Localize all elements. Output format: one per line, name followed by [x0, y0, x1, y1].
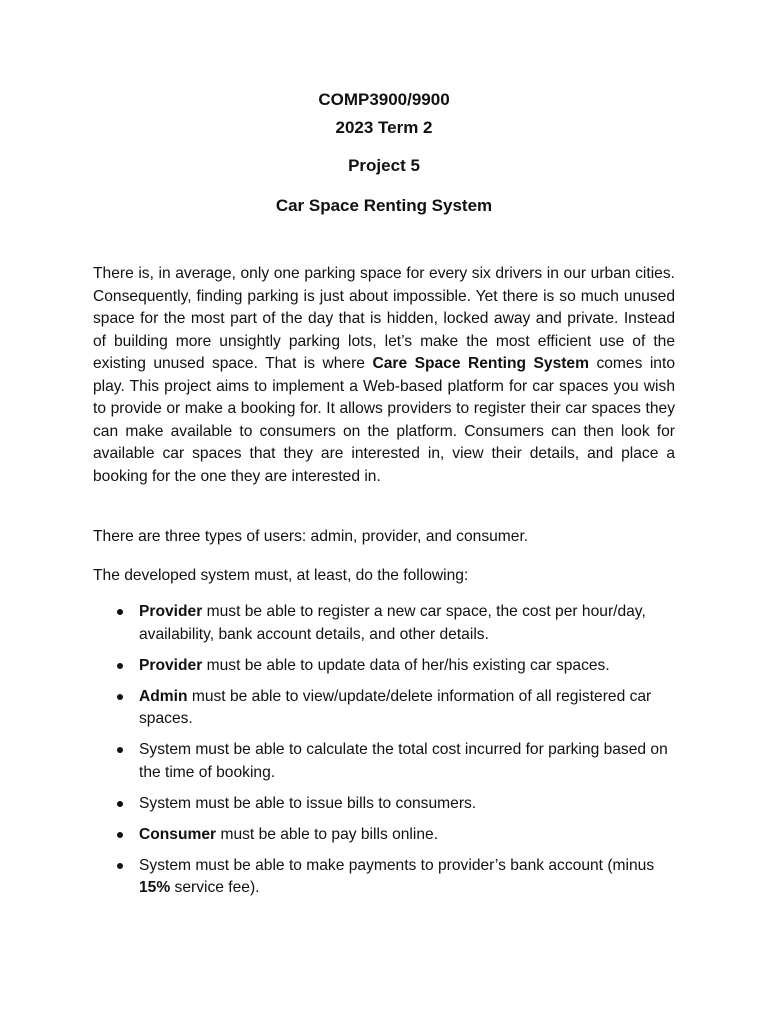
service-fee-percent: 15% [139, 879, 171, 896]
project-number: Project 5 [348, 156, 420, 175]
intro-text-2: comes into play. This project aims to implement a Web-based platform for car spaces you wish to provide or make a booking for. It allows providers to register their car spaces they can make available to consumers on the platform. Consumers can then look for available car spaces that they are interested in, view their details, and place a booking for the one they are interested in. [93, 355, 675, 485]
intro-text-1: There is, in average, only one parking space for every six drivers in our urban cities. Consequently, finding parking is just about impossible. Yet there is so much unused space for the most part of the day that is hidden, locked away and private. Instead of building more unsightly parking lots, let’s make the most efficient use of the existing unused space. That is where [93, 265, 675, 372]
requirement-role: Provider [139, 603, 203, 620]
term: 2023 Term 2 [335, 118, 433, 137]
requirement-role: Consumer [139, 825, 217, 843]
requirement-text: must be able to pay bills online. [216, 825, 439, 843]
list-item [115, 824, 685, 847]
bullet-icon [117, 832, 123, 838]
bullet-icon [117, 663, 123, 669]
intro-bold-system-name: Care Space Renting System [372, 355, 589, 372]
requirement-text: System must be able to make payments to provider’s bank account (minus [139, 856, 655, 874]
bullet-icon [117, 863, 123, 869]
list-item [115, 739, 685, 784]
list-item [115, 793, 685, 816]
list-item [115, 686, 685, 731]
requirement-role: Admin [139, 687, 188, 705]
requirement-text: must be able to register a new car space, the cost per hour/day, availability, bank account details, and other details. [139, 603, 646, 643]
requirements-list [115, 601, 685, 908]
bullet-icon [117, 609, 123, 615]
requirement-text: System must be able to issue bills to consumers. [139, 794, 477, 812]
list-item [115, 601, 685, 646]
user-types-paragraph: There are three types of users: admin, provider, and consumer. [93, 528, 529, 545]
requirement-text: must be able to view/update/delete information of all registered car spaces. [139, 687, 652, 727]
requirement-role: Provider [139, 656, 203, 674]
bullet-icon [117, 694, 123, 700]
project-title: Car Space Renting System [275, 196, 493, 215]
course-code: COMP3900/9900 [318, 90, 450, 109]
list-item [115, 855, 685, 900]
requirements-intro: The developed system must, at least, do the following: [93, 567, 469, 584]
bullet-icon [117, 747, 123, 753]
requirement-text-end: service fee). [170, 879, 260, 896]
requirement-text: System must be able to calculate the total cost incurred for parking based on the time of booking. [139, 741, 668, 781]
bullet-icon [117, 801, 123, 807]
requirement-text: must be able to update data of her/his existing car spaces. [202, 656, 610, 674]
list-item [115, 655, 685, 678]
intro-paragraph [93, 263, 675, 488]
